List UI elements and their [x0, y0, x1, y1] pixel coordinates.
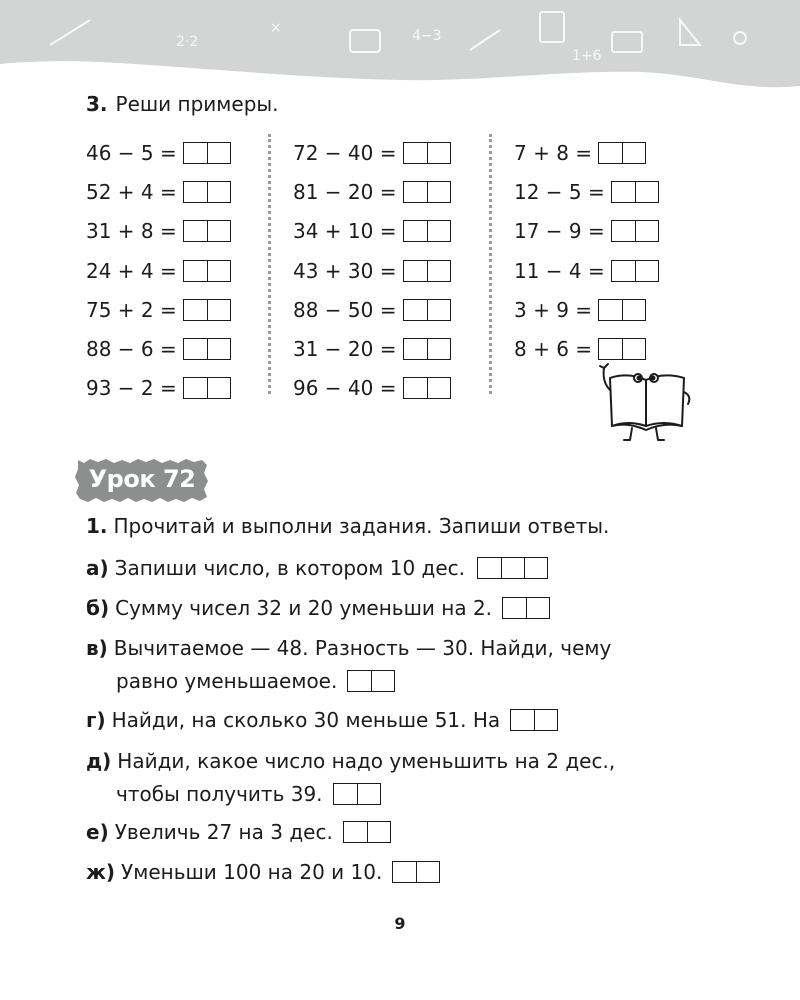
exercise-number: 3. — [86, 92, 108, 116]
equation-row — [514, 212, 659, 251]
book-mascot-icon — [594, 360, 700, 446]
answer-box[interactable] — [611, 220, 659, 242]
task-item — [86, 708, 558, 732]
equation: 12 − 5 = — [514, 179, 605, 204]
item-text: чтобы получить 39. — [116, 782, 323, 806]
task-number: 1. — [86, 514, 108, 538]
item-letter: а) — [86, 556, 109, 580]
answer-box[interactable] — [333, 783, 381, 805]
page-number: 9 — [394, 914, 406, 933]
equation: 52 + 4 = — [86, 179, 177, 204]
equation: 43 + 30 = — [293, 258, 397, 283]
answer-box[interactable] — [183, 220, 231, 242]
answer-box[interactable] — [403, 338, 451, 360]
exercise-column-3 — [514, 133, 659, 369]
answer-box[interactable] — [611, 260, 659, 282]
task-item — [86, 596, 550, 620]
equation: 24 + 4 = — [86, 258, 177, 283]
task-item — [86, 749, 615, 773]
lesson-label: Урок 72 — [88, 465, 196, 493]
answer-box[interactable] — [598, 299, 646, 321]
answer-box[interactable] — [183, 181, 231, 203]
exercise-column-1 — [86, 133, 231, 408]
item-letter: б) — [86, 596, 110, 620]
equation-row — [86, 369, 231, 408]
item-text: Найди, какое число надо уменьшить на 2 дес., — [117, 749, 616, 773]
item-letter: ж) — [86, 860, 116, 884]
answer-box[interactable] — [343, 821, 391, 843]
equation-row — [293, 329, 451, 368]
item-text: Вычитаемое — 48. Разность — 30. Найди, чему — [113, 636, 612, 660]
answer-box[interactable] — [183, 142, 231, 164]
equation-row — [86, 212, 231, 251]
equation: 8 + 6 = — [514, 337, 593, 362]
answer-box[interactable] — [183, 299, 231, 321]
equation: 88 − 50 = — [293, 297, 397, 322]
exercise-title-text: Реши примеры. — [115, 92, 279, 116]
task-item — [86, 556, 548, 580]
header-banner — [0, 0, 800, 100]
answer-box[interactable] — [611, 181, 659, 203]
equation-row — [293, 290, 451, 329]
item-letter: д) — [86, 749, 112, 773]
answer-box[interactable] — [403, 142, 451, 164]
item-letter: е) — [86, 820, 109, 844]
equation-row — [514, 251, 659, 290]
item-text: Сумму чисел 32 и 20 уменьши на 2. — [115, 596, 493, 620]
equation: 11 − 4 = — [514, 258, 605, 283]
item-text: Найди, на сколько 30 меньше 51. На — [111, 708, 501, 732]
banner-glyph: 4−3 — [412, 28, 442, 44]
banner-glyph: × — [270, 20, 282, 36]
equation: 88 − 6 = — [86, 337, 177, 362]
task-item-continuation — [86, 782, 381, 806]
equation-row — [86, 172, 231, 211]
exercise-column-2 — [293, 133, 451, 408]
equation-row — [293, 212, 451, 251]
equation: 34 + 10 = — [293, 219, 397, 244]
equation: 31 − 20 = — [293, 337, 397, 362]
task-title-text: Прочитай и выполни задания. Запиши ответы. — [113, 514, 610, 538]
task-item — [86, 636, 611, 660]
answer-box[interactable] — [183, 260, 231, 282]
item-letter: г) — [86, 708, 106, 732]
item-text: равно уменьшаемое. — [116, 669, 338, 693]
answer-box[interactable] — [502, 597, 550, 619]
banner-glyph: 2·2 — [176, 34, 199, 50]
equation-row — [293, 172, 451, 211]
equation: 75 + 2 = — [86, 297, 177, 322]
banner-shape — [0, 0, 800, 100]
equation-row — [86, 133, 231, 172]
equation-row — [293, 133, 451, 172]
lesson-badge — [74, 457, 210, 503]
task-1-title — [86, 514, 609, 538]
equation-row — [86, 251, 231, 290]
answer-box[interactable] — [403, 299, 451, 321]
equation-row — [293, 251, 451, 290]
equation: 46 − 5 = — [86, 140, 177, 165]
item-letter: в) — [86, 636, 108, 660]
equation-row — [86, 329, 231, 368]
equation-row — [293, 369, 451, 408]
equation: 96 − 40 = — [293, 376, 397, 401]
task-item — [86, 820, 391, 844]
answer-box[interactable] — [347, 670, 395, 692]
answer-box[interactable] — [403, 377, 451, 399]
equation-row — [514, 290, 659, 329]
exercise-3-title — [86, 92, 279, 116]
column-divider — [489, 134, 492, 394]
answer-box[interactable] — [598, 142, 646, 164]
answer-box[interactable] — [477, 557, 548, 579]
equation-row — [514, 172, 659, 211]
answer-box[interactable] — [392, 861, 440, 883]
item-text: Запиши число, в котором 10 дес. — [114, 556, 466, 580]
equation: 31 + 8 = — [86, 219, 177, 244]
answer-box[interactable] — [403, 181, 451, 203]
answer-box[interactable] — [183, 338, 231, 360]
task-item — [86, 860, 440, 884]
answer-box[interactable] — [510, 709, 558, 731]
equation: 72 − 40 = — [293, 140, 397, 165]
equation: 3 + 9 = — [514, 297, 593, 322]
equation-row — [86, 290, 231, 329]
equation: 93 − 2 = — [86, 376, 177, 401]
equation-row — [514, 133, 659, 172]
column-divider — [268, 134, 271, 394]
item-text: Увеличь 27 на 3 дес. — [114, 820, 333, 844]
equation: 7 + 8 = — [514, 140, 593, 165]
answer-box[interactable] — [403, 220, 451, 242]
banner-glyph: 1+6 — [572, 48, 602, 64]
item-text: Уменьши 100 на 20 и 10. — [121, 860, 383, 884]
task-item-continuation — [86, 669, 395, 693]
equation: 17 − 9 = — [514, 219, 605, 244]
answer-box[interactable] — [403, 260, 451, 282]
answer-box[interactable] — [183, 377, 231, 399]
equation: 81 − 20 = — [293, 179, 397, 204]
answer-box[interactable] — [598, 338, 646, 360]
